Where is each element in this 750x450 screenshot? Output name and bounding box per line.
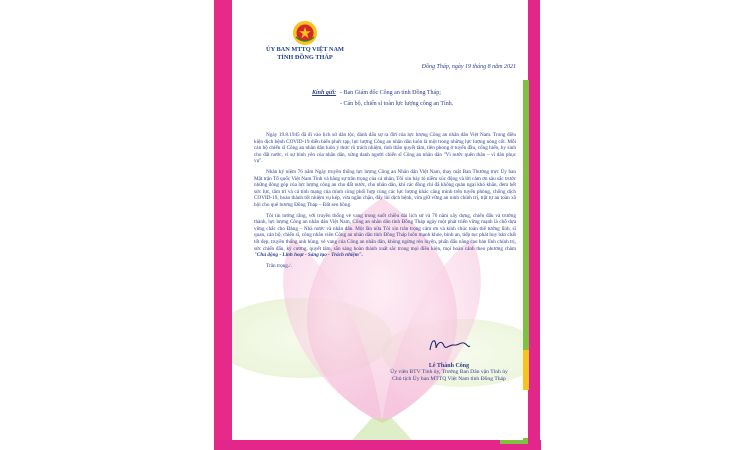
letter-body xyxy=(254,132,516,273)
recipients-block xyxy=(312,88,518,110)
recipient-item: - Cán bộ, chiến sĩ toàn lực lượng công an Tỉnh. xyxy=(340,101,454,107)
body-paragraph: Nhân kỷ niệm 76 năm Ngày truyền thống lực lượng Công an Nhân dân Việt Nam, thay mặt Ban Thường trực Ủy ban Mặt trận Tổ quốc Việt Nam Tỉnh và bằng sự trân trọng của cá nhân, Tôi xin bày tỏ niềm xúc động và lời cảm ơn sâu sắc trước những đóng góp của lực lượng công an cho đất nước, cho nhân dân, khi các đồng chí đã không quản ngại khó khăn, đem hết sức lực, tâm trí và cả tính mạng của mình cùng phối hợp cùng các lực lượng khác căng mình trên tuyến phòng, chống dịch COVID-19, hoàn thành tốt nhiệm vụ kép, vừa ngăn chặn, đẩy lùi dịch bệnh, vừa giữ vững an ninh chính trị, trật tự an toàn xã hội cho quê hương Đồng Tháp – Đất sen hồng. xyxy=(254,168,516,208)
recipients-label: Kính gửi: xyxy=(312,90,337,96)
body-paragraph: Ngày 19.8.1945 đã đi vào lịch sử dân tộc, đánh dấu sự ra đời của lực lượng Công an nhân dân Việt Nam. Trong điều kiện dịch bệnh COVID-19 diễn biến phức tạp, lực lượng Công an nhân dân luôn là một trong những lực lượng nòng cốt. Mỗi cán bộ chiến sĩ Công an nhân dân luôn ý thức rõ trách nhiệm, tinh thần quyết tâm, tiên phong ở tuyến đầu, cống hiến, hy sinh cho đất nước, vì sự bình yên của nhân dân, xứng danh người chiến sĩ Công an nhân dân "Vì nước quên thân – vì dân phục vụ". xyxy=(254,132,516,165)
closing-line: Trân trọng./. xyxy=(266,262,292,269)
body-paragraph-text: Tôi tin tưởng rằng, với truyền thống vẻ vang trong suốt chiều dài lịch sử và 76 năm xây dựng, chiến đấu và trưởng thành, lực lượng Công an nhân dân Việt Nam, Công an nhân dân tỉnh Đồng Tháp ngày một phát triển vững mạnh là chỗ dựa vững chắc cho Đảng – Nhà nước và nhân dân. Một lần nữa Tôi xin trân trọng cảm ơn và kính chúc toàn thể tướng lĩnh, sĩ quan, cán bộ, chiến sĩ, công nhân viên Công an nhân dân tỉnh Đồng Tháp luôn mạnh khỏe, bình an, tiếp tục phát huy bản chất tốt đẹp, truyền thống anh hùng, vẻ vang của Công an nhân dân, không ngừng rèn luyện, phấn đấu nâng cao bản lĩnh chính trị, sức chiến đấu, kỷ cương, quyết tâm, sẵn sàng hoàn thành xuất sắc trong mọi điều kiện, mọi hoàn cảnh theo phương châm xyxy=(254,212,516,252)
signer-role: Ủy viên BTV Tỉnh ủy, Trưởng Ban Dân vận Tỉnh ủy xyxy=(390,369,508,375)
handwritten-signature xyxy=(424,334,474,356)
frame-bottom-border xyxy=(214,440,541,450)
frame-right-yellow-accent xyxy=(523,350,529,390)
recipient-item: - Ban Giám đốc Công an tỉnh Đồng Tháp; xyxy=(340,90,441,96)
mttq-emblem-icon xyxy=(292,20,318,46)
org-province: TỈNH ĐỒNG THÁP xyxy=(277,54,333,61)
frame-right-green-accent xyxy=(523,80,529,350)
signature-block xyxy=(382,334,516,383)
body-paragraph xyxy=(254,213,516,259)
frame-right-border xyxy=(528,0,540,450)
frame-left-border xyxy=(214,0,232,450)
motto: "Chủ động - Linh hoạt - Sáng tạo - Trách nhiệm". xyxy=(254,252,363,259)
signer-role: Chủ tịch Ủy ban MTTQ Việt Nam tỉnh Đồng Tháp xyxy=(392,376,506,382)
letter-header xyxy=(250,20,360,62)
org-name: ỦY BAN MTTQ VIỆT NAM xyxy=(266,46,344,53)
signer-name: Lê Thành Công xyxy=(428,363,470,369)
letter-paper xyxy=(232,8,523,440)
letter-date: Đồng Tháp, ngày 19 tháng 8 năm 2021 xyxy=(421,64,516,70)
